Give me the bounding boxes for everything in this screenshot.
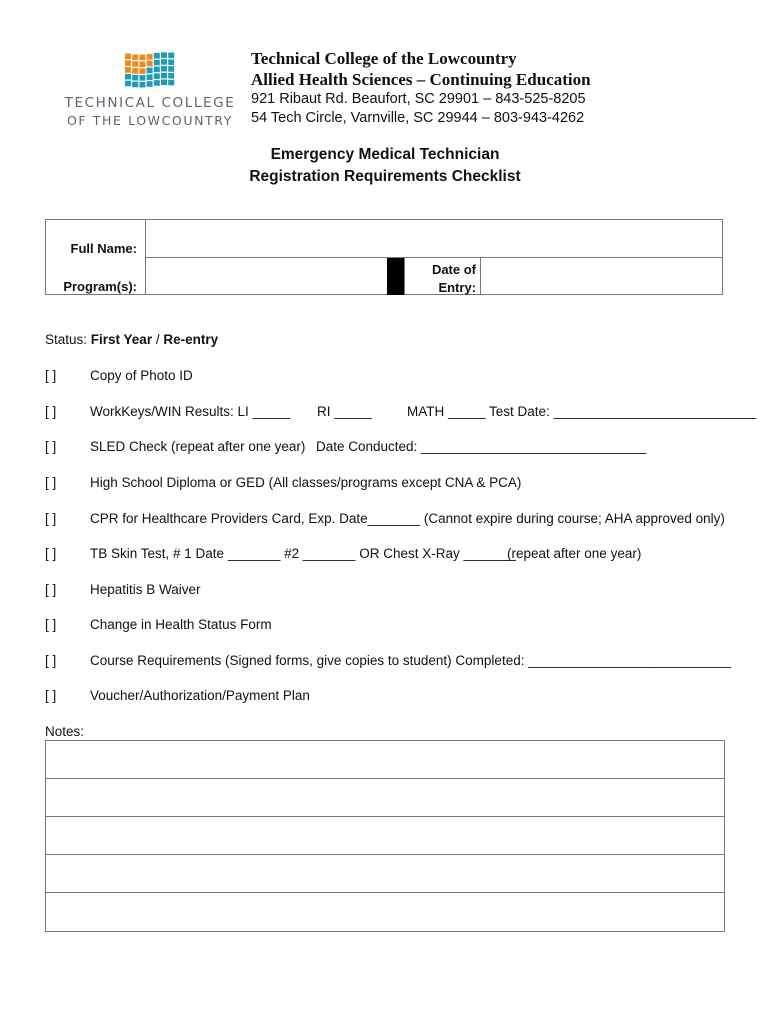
notes-label: Notes: <box>45 724 85 739</box>
checkbox[interactable]: [ ] <box>45 475 57 490</box>
item-label: Change in Health Status Form <box>90 617 272 632</box>
item-label-repeat: (repeat after one year) <box>507 546 642 561</box>
logo-text-line2: OF THE LOWCOUNTRY <box>66 113 234 128</box>
item-label: High School Diploma or GED (All classes/programs except CNA & PCA) <box>90 475 522 490</box>
status-separator: / <box>152 332 164 347</box>
checkbox[interactable]: [ ] <box>45 368 57 383</box>
table-shaded-cell <box>387 258 404 295</box>
notes-row[interactable] <box>46 817 724 855</box>
notes-row[interactable] <box>46 893 724 931</box>
table-divider <box>145 257 722 258</box>
checkbox[interactable]: [ ] <box>45 617 57 632</box>
full-name-field[interactable] <box>150 226 720 254</box>
item-label-ri: RI _____ <box>317 404 372 419</box>
programs-label: Program(s): <box>63 279 137 294</box>
checkbox[interactable]: [ ] <box>45 404 57 419</box>
date-label-line1: Date of <box>431 262 476 277</box>
status-line <box>45 332 218 347</box>
address-beaufort: 921 Ribaut Rd. Beaufort, SC 29901 – 843-525-8205 <box>251 91 586 107</box>
notes-row[interactable] <box>46 855 724 893</box>
college-header <box>251 48 591 128</box>
status-re-entry[interactable]: Re-entry <box>163 332 219 347</box>
status-first-year[interactable]: First Year <box>90 332 153 347</box>
item-label: Course Requirements (Signed forms, give copies to student) Completed: ___________________________ <box>90 653 731 668</box>
title-line2: Registration Requirements Checklist <box>249 168 521 185</box>
notes-row[interactable] <box>46 741 724 779</box>
checkbox[interactable]: [ ] <box>45 511 57 526</box>
registration-info-table <box>45 219 723 295</box>
item-label: Hepatitis B Waiver <box>90 582 201 597</box>
college-logo <box>60 52 240 132</box>
checkbox[interactable]: [ ] <box>45 653 57 668</box>
item-label: Voucher/Authorization/Payment Plan <box>90 688 310 703</box>
logo-grid-icon <box>125 52 175 88</box>
date-of-entry-field[interactable] <box>485 263 721 293</box>
table-divider <box>480 257 481 294</box>
date-of-entry-label <box>432 261 476 297</box>
item-label-math: MATH _____ Test Date: ___________________________ <box>407 404 757 419</box>
item-label: TB Skin Test, # 1 Date _______ #2 _______ OR Chest X-Ray _______ <box>90 546 517 561</box>
notes-box <box>45 740 725 932</box>
document-title <box>0 144 770 188</box>
item-label: Copy of Photo ID <box>90 368 193 383</box>
programs-field[interactable] <box>150 263 386 293</box>
checkbox[interactable]: [ ] <box>45 582 57 597</box>
department-name: Allied Health Sciences – Continuing Education <box>251 70 591 89</box>
item-label: SLED Check (repeat after one year) <box>90 439 306 454</box>
address-varnville: 54 Tech Circle, Varnville, SC 29944 – 803-943-4262 <box>251 110 585 126</box>
logo-text-line1: TECHNICAL COLLEGE <box>64 95 236 111</box>
table-divider <box>404 257 405 294</box>
college-name: Technical College of the Lowcountry <box>251 49 517 68</box>
full-name-label: Full Name: <box>70 241 137 256</box>
item-label-date-conducted: Date Conducted: ______________________________ <box>316 439 647 454</box>
title-line1: Emergency Medical Technician <box>270 146 500 163</box>
item-label: CPR for Healthcare Providers Card, Exp. Date_______ (Cannot expire during course; AHA approved only) <box>90 511 725 526</box>
checkbox[interactable]: [ ] <box>45 688 57 703</box>
item-label: WorkKeys/WIN Results: LI _____ <box>90 404 291 419</box>
notes-row[interactable] <box>46 779 724 817</box>
status-prefix: Status: <box>45 332 91 347</box>
date-label-line2: Entry: <box>438 280 476 295</box>
checkbox[interactable]: [ ] <box>45 439 57 454</box>
checkbox[interactable]: [ ] <box>45 546 57 561</box>
